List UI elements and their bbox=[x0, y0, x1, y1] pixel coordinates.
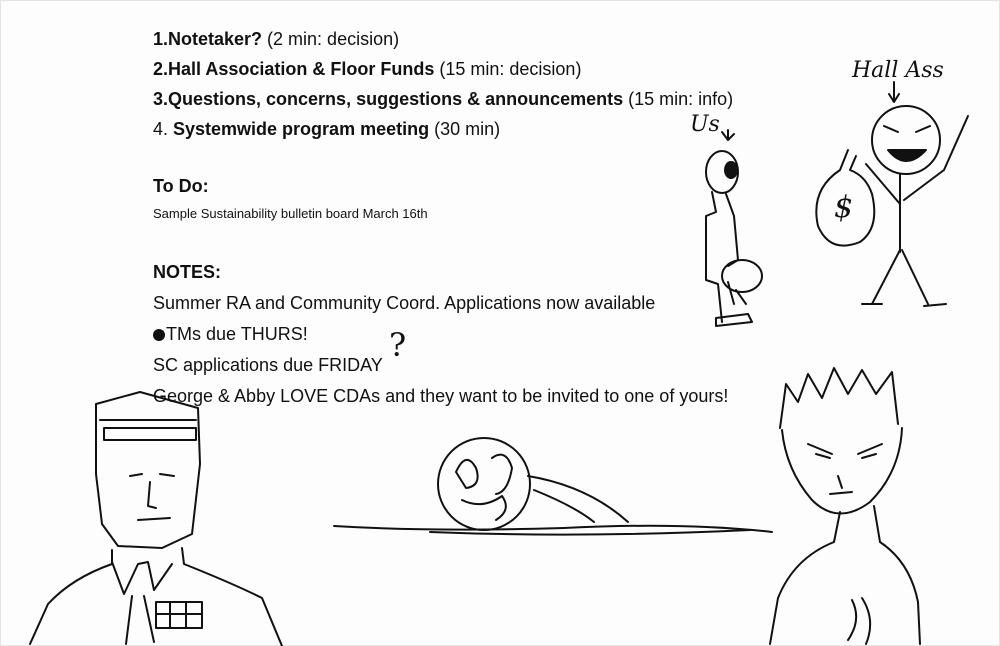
agenda-item-number: 4. bbox=[153, 119, 174, 139]
hall-ass-label: Hall Ass bbox=[852, 58, 944, 83]
todo-item: Sample Sustainability bulletin board March 16th bbox=[153, 206, 428, 221]
money-sign-label: $ bbox=[834, 190, 854, 225]
agenda-item-number: 1. bbox=[153, 29, 169, 49]
todo-heading: To Do: bbox=[153, 176, 209, 196]
note-text: TMs due THURS! bbox=[166, 324, 308, 344]
note-line: George & Abby LOVE CDAs and they want to be invited to one of yours! bbox=[153, 386, 729, 406]
man-with-tie-sketch bbox=[30, 392, 282, 646]
agenda-item-detail: (2 min: decision) bbox=[262, 29, 400, 49]
spiky-hair-figure-sketch bbox=[770, 368, 920, 644]
agenda-item-title: Systemwide program meeting bbox=[173, 119, 430, 139]
agenda-item-detail: (15 min: info) bbox=[623, 89, 734, 109]
agenda-item-detail: (15 min: decision) bbox=[434, 59, 582, 79]
hall-ass-figure-sketch bbox=[816, 82, 968, 306]
agenda-item-number: 3. bbox=[153, 89, 169, 109]
us-figure-sketch bbox=[706, 130, 762, 326]
agenda-item-title: Notetaker? bbox=[168, 29, 263, 49]
rolling-boulder-sketch bbox=[334, 438, 772, 535]
question-mark-label: ? bbox=[389, 326, 407, 364]
agenda-item-number: 2. bbox=[153, 59, 169, 79]
note-line: SC applications due FRIDAY bbox=[153, 355, 383, 375]
note-line: Summer RA and Community Coord. Applications now available bbox=[153, 293, 656, 313]
agenda-item-detail: (30 min) bbox=[429, 119, 501, 139]
us-label: Us bbox=[690, 112, 720, 137]
agenda-item-title: Questions, concerns, suggestions & announcements bbox=[168, 89, 624, 109]
agenda-item-title: Hall Association & Floor Funds bbox=[168, 59, 435, 79]
notes-heading: NOTES: bbox=[153, 262, 222, 282]
